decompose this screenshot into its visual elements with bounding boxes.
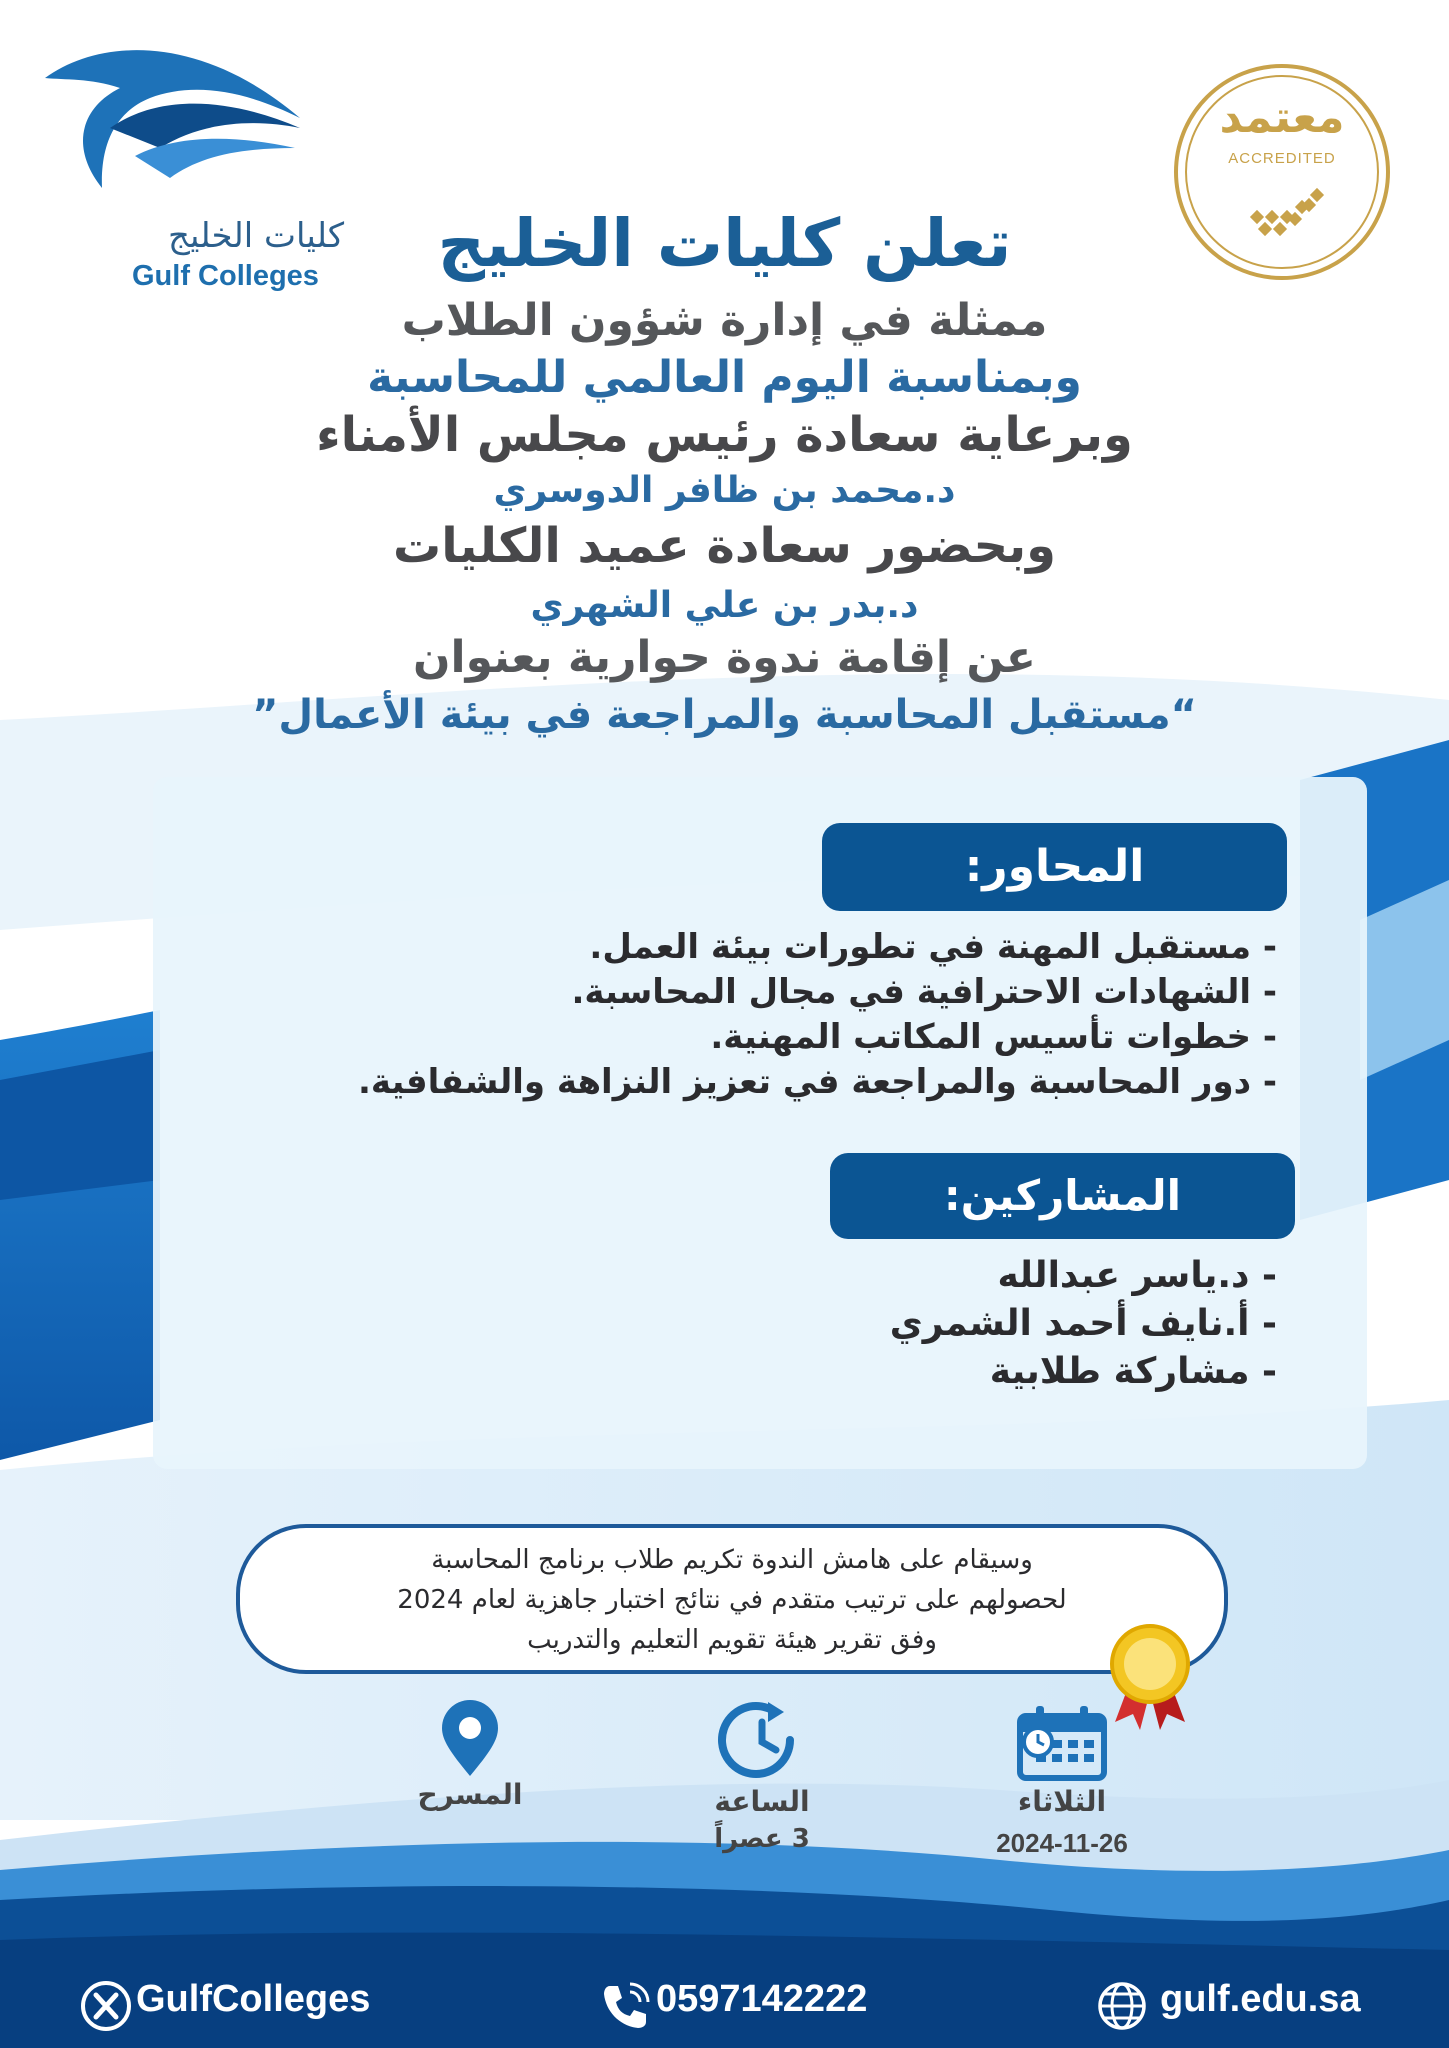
participant-item: - د.ياسر عبدالله (997, 1255, 1277, 1296)
topics-list (358, 925, 1277, 1105)
announcer-title: تعلن كليات الخليج (437, 205, 1012, 282)
logo-english-name: Gulf Colleges (132, 260, 319, 292)
event-title: “مستقبل المحاسبة والمراجعة في بيئة الأعمال” (252, 692, 1197, 738)
time-label: الساعة (714, 1785, 810, 1818)
participant-item: - مشاركة طلابية (989, 1351, 1277, 1392)
dean-name: د.بدر بن علي الشهري (530, 585, 919, 626)
represented-by: ممثلة في إدارة شؤون الطلاب (401, 295, 1048, 346)
topic-item: - مستقبل المهنة في تطورات بيئة العمل. (589, 927, 1277, 967)
topic-item: - دور المحاسبة والمراجعة في تعزيز النزاهة والشفافية. (357, 1062, 1277, 1102)
event-day: الثلاثاء (1017, 1785, 1107, 1818)
patronage: وبرعاية سعادة رئيس مجلس الأمناء (316, 407, 1133, 463)
honor-text (236, 1540, 1228, 1660)
seal-english-title: ACCREDITED (1228, 150, 1336, 167)
honor-line: وسيقام على هامش الندوة تكريم طلاب برنامج المحاسبة (431, 1545, 1033, 1575)
phone-number[interactable]: 0597142222 (656, 1978, 868, 2020)
seal-arabic-title: معتمد (1219, 92, 1345, 143)
honor-line: لحصولهم على ترتيب متقدم في نتائج اختبار جاهزية لعام 2024 (397, 1585, 1067, 1615)
honor-line: وفق تقرير هيئة تقويم التعليم والتدريب (527, 1625, 937, 1655)
globe-icon[interactable] (1096, 1980, 1148, 2032)
calendar-icon (1012, 1702, 1112, 1782)
topic-item: - خطوات تأسيس المكاتب المهنية. (710, 1017, 1277, 1057)
clock-icon (712, 1700, 812, 1780)
participants-heading: المشاركين: (830, 1153, 1295, 1239)
time-value: 3 عصراً (714, 1824, 810, 1854)
occasion: وبمناسبة اليوم العالمي للمحاسبة (367, 352, 1082, 403)
location-pin-icon (420, 1700, 520, 1780)
participants-list (890, 1252, 1277, 1396)
event-intro: عن إقامة ندوة حوارية بعنوان (413, 632, 1036, 683)
event-date: 2024-11-26 (996, 1828, 1128, 1858)
participant-item: - أ.نايف أحمد الشمري (889, 1303, 1277, 1344)
topic-item: - الشهادات الاحترافية في مجال المحاسبة. (571, 972, 1277, 1012)
phone-icon[interactable] (598, 1980, 650, 2032)
x-logo-icon[interactable] (80, 1980, 132, 2032)
social-handle[interactable]: GulfColleges (136, 1978, 371, 2020)
attendance: وبحضور سعادة عميد الكليات (392, 518, 1057, 574)
location: المسرح (417, 1778, 523, 1811)
website[interactable]: gulf.edu.sa (1160, 1978, 1361, 2020)
patron-name: د.محمد بن ظافر الدوسري (493, 470, 956, 511)
medal-icon (1105, 1622, 1195, 1732)
wave-logo-icon (40, 38, 360, 218)
logo-arabic-name: كليات الخليج (168, 216, 345, 256)
topics-heading: المحاور: (822, 823, 1287, 911)
